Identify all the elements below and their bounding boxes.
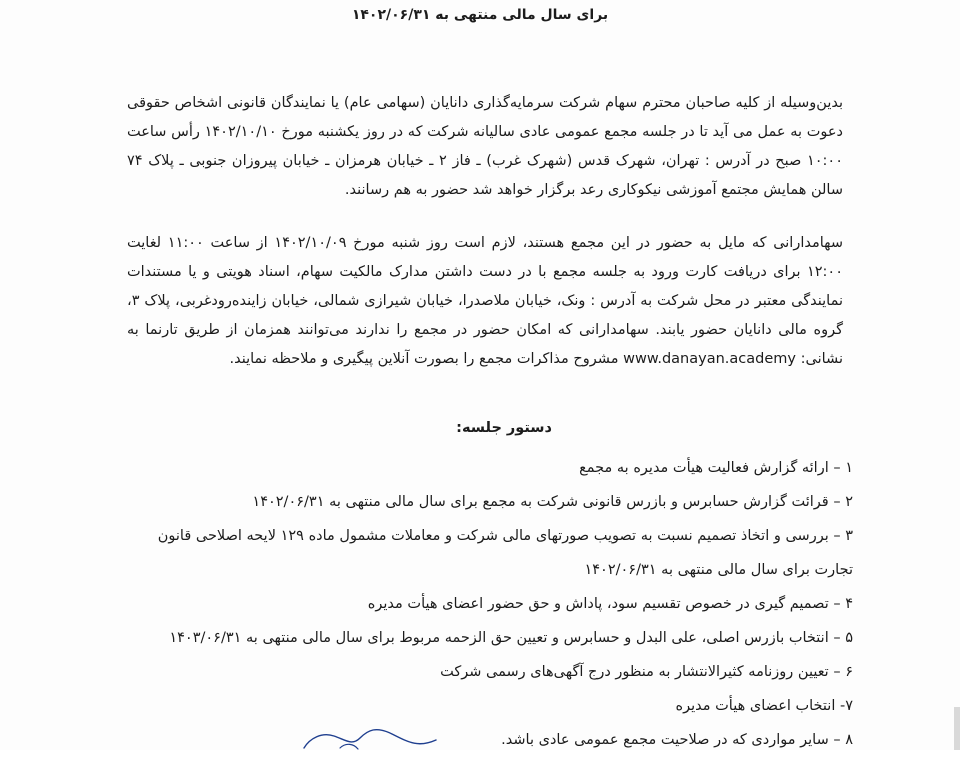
- agenda-item: ۶ – تعیین روزنامه کثیرالانتشار به منظور درج آگهی‌های رسمی شرکت: [440, 664, 853, 680]
- agenda-item: ۸ – سایر مواردی که در صلاحیت مجمع عمومی عادی باشد.: [501, 732, 853, 748]
- agenda-item: ۵ – انتخاب بازرس اصلی، علی البدل و حسابرس و تعیین حق الزحمه مربوط برای سال مالی منتهی به ۱۴۰۳/۰۶/۳۱: [169, 630, 853, 646]
- document-title: برای سال مالی منتهی به ۱۴۰۲/۰۶/۳۱: [351, 7, 609, 23]
- agenda-heading: دستور جلسه:: [456, 420, 552, 436]
- agenda-item: ۲ – قرائت گزارش حسابرس و بازرس قانونی شرکت به مجمع برای سال مالی منتهی به ۱۴۰۲/۰۶/۳۱: [252, 494, 853, 510]
- agenda-item: ۷- انتخاب اعضای هیأت مدیره: [675, 698, 853, 714]
- scan-edge-shadow: [954, 707, 960, 750]
- signature-mark: [300, 718, 440, 750]
- invitation-paragraph: بدین‌وسیله از کلیه صاحبان محترم سهام شرکت سرمایه‌گذاری دانایان (سهامی عام) یا نمایندگان قانونی اشخاص حقوقی دعوت به عمل می آید تا در جلسه مجمع عمومی عادی سالیانه شرکت که در روز یکشنبه مورخ ۱۴۰۲/۱۰/۱۰ رأس ساعت ۱۰:۰۰ صبح در آدرس : تهران، شهرک قدس (شهرک غرب) ـ فاز ۲ ـ خیابان هرمزان ـ خیابان پیروزان جنوبی ـ پلاک ۷۴ سالن همایش مجتمع آموزشی نیکوکاری رعد برگزار خواهد شد حضور به هم رسانند.: [127, 95, 843, 198]
- agenda-item: ۴ – تصمیم گیری در خصوص تقسیم سود، پاداش و حق حضور اعضای هیأت مدیره: [367, 596, 853, 612]
- agenda-list: [125, 451, 853, 757]
- agenda-item: ۱ – ارائه گزارش فعالیت هیأت مدیره به مجمع: [579, 460, 853, 476]
- agenda-item: ۳ – بررسی و اتخاذ تصمیم نسبت به تصویب صورتهای مالی شرکت و معاملات مشمول ماده ۱۲۹ لایحه اصلاحی قانون تجارت برای سال مالی منتهی به ۱۴۰۲/۰۶/۳۱: [157, 528, 853, 578]
- attendance-paragraph: سهامدارانی که مایل به حضور در این مجمع هستند، لازم است روز شنبه مورخ ۱۴۰۲/۱۰/۰۹ از ساعت ۱۱:۰۰ لغایت ۱۲:۰۰ برای دریافت کارت ورود به جلسه مجمع با در دست داشتن مدارک مالکیت سهام، اسناد هویتی و یا مستندات نمایندگی معتبر در محل شرکت به آدرس : ونک، خیابان ملاصدرا، خیابان شیرازی شمالی، خیابان زاینده‌رودغربی، پلاک ۳، گروه مالی دانایان حضور یابند. سهامدارانی که امکان حضور در مجمع را ندارند می‌توانند همزمان از طریق تارنما به نشانی: www.danayan.academy مشروح مذاکرات مجمع را بصورت آنلاین پیگیری و ملاحظه نمایند.: [127, 235, 843, 367]
